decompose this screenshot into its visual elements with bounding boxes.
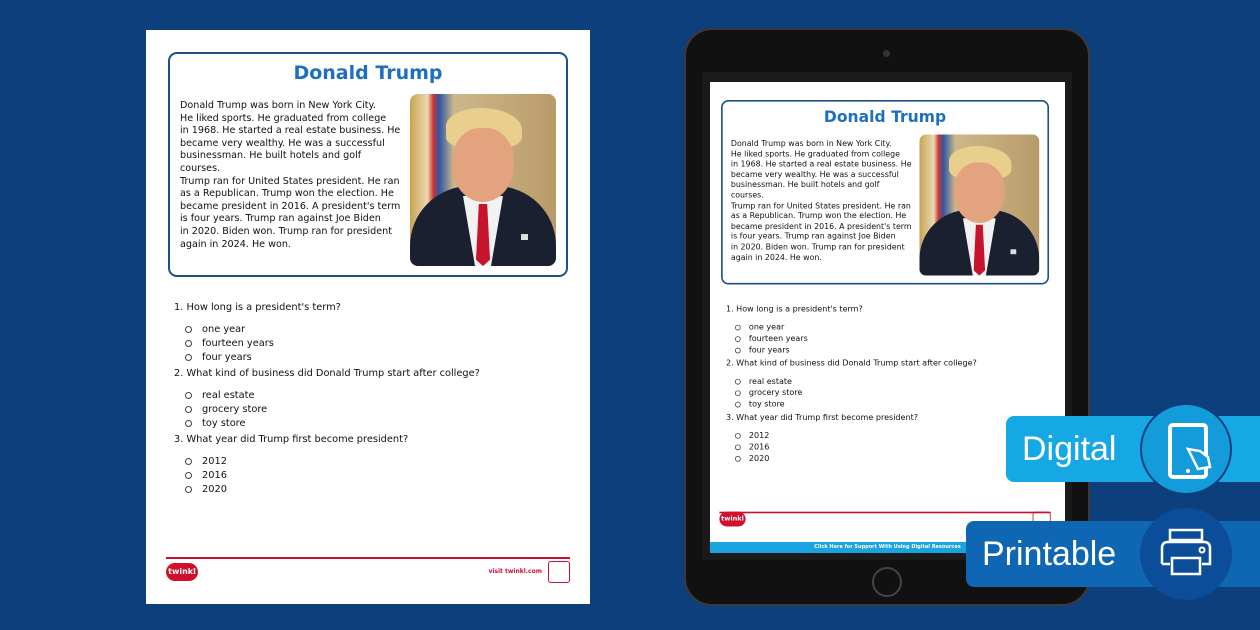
- camera-icon: [883, 50, 890, 57]
- option-label: one year: [202, 323, 246, 335]
- tablet-device: [684, 28, 1090, 606]
- radio-icon[interactable]: [735, 456, 741, 462]
- info-box: [721, 100, 1049, 284]
- answer-option[interactable]: [174, 482, 480, 496]
- answer-option[interactable]: [174, 322, 480, 336]
- question: 1. How long is a president's term?: [174, 302, 341, 313]
- worksheet-title: Donald Trump: [823, 108, 947, 127]
- bio-line: again in 2024. He won.: [730, 252, 822, 263]
- quality-seal-icon: [548, 561, 570, 583]
- bio-line: became very wealthy. He was a successful: [180, 137, 385, 149]
- option-label: 2020: [748, 453, 770, 463]
- bio-line: Trump ran for United States president. He ran: [730, 201, 911, 211]
- bio-line: He liked sports. He graduated from college: [180, 112, 387, 124]
- tablet-screen: [702, 72, 1072, 560]
- bio-line: Trump ran for United States president. He ran: [180, 175, 400, 187]
- bio-line: in 1968. He started a real estate business. He: [180, 125, 401, 137]
- question: 1. How long is a president's term?: [725, 305, 863, 315]
- bio-line: as a Republican. Trump won the election. He: [180, 188, 394, 200]
- option-label: 2012: [748, 430, 770, 440]
- bio-line: He liked sports. He graduated from college: [730, 149, 900, 159]
- answer-option[interactable]: [726, 387, 977, 398]
- tablet-touch-icon: [1140, 403, 1232, 495]
- bio-line: Donald Trump was born in New York City.: [180, 100, 376, 111]
- answer-option[interactable]: [726, 453, 977, 464]
- radio-icon[interactable]: [735, 401, 741, 407]
- option-label: 2020: [202, 483, 227, 495]
- option-label: four years: [202, 351, 252, 363]
- radio-icon[interactable]: [185, 392, 192, 399]
- radio-icon[interactable]: [735, 444, 741, 450]
- digital-badge: [1006, 416, 1260, 482]
- option-label: 2012: [202, 455, 227, 467]
- radio-icon[interactable]: [185, 420, 192, 427]
- twinkl-logo: twinkl: [719, 512, 745, 527]
- question: 3. What year did Trump first become president?: [725, 413, 918, 423]
- radio-icon[interactable]: [735, 433, 741, 439]
- portrait-photo: [919, 134, 1039, 275]
- info-box: [168, 52, 568, 277]
- question: 3. What year did Trump first become president?: [174, 434, 409, 445]
- answer-option[interactable]: [726, 441, 977, 452]
- answer-option[interactable]: [726, 399, 977, 410]
- radio-icon[interactable]: [185, 486, 192, 493]
- printable-label: Printable: [982, 534, 1117, 573]
- bio-line: is four years. Trump ran against Joe Biden: [180, 213, 381, 225]
- radio-icon[interactable]: [185, 354, 192, 361]
- printer-icon: [1140, 508, 1232, 600]
- bio-line: again in 2024. He won.: [180, 238, 291, 250]
- questions: [174, 302, 480, 500]
- printable-badge: [966, 521, 1260, 587]
- answer-option[interactable]: [174, 454, 480, 468]
- option-label: real estate: [202, 389, 255, 401]
- digital-worksheet-page: [710, 82, 1065, 553]
- radio-icon[interactable]: [185, 406, 192, 413]
- option-label: real estate: [748, 376, 792, 386]
- radio-icon[interactable]: [185, 340, 192, 347]
- bio-line: became president in 2016. A president's term: [730, 222, 912, 232]
- portrait-photo: [410, 94, 556, 266]
- option-label: 2016: [748, 442, 770, 452]
- option-label: fourteen years: [202, 337, 274, 349]
- biography-text: [731, 139, 913, 263]
- option-label: toy store: [748, 399, 785, 409]
- digital-label: Digital: [1022, 429, 1117, 468]
- radio-icon[interactable]: [735, 390, 741, 396]
- bio-line: in 1968. He started a real estate business. He: [730, 160, 912, 170]
- option-label: four years: [748, 345, 790, 355]
- answer-option[interactable]: [174, 350, 480, 364]
- bio-line: businessman. He built hotels and golf courses.: [180, 150, 362, 174]
- support-link[interactable]: Click Here for Support With Using Digital Resources: [710, 542, 1065, 553]
- bio-line: is four years. Trump ran against Joe Biden: [730, 232, 896, 242]
- digital-worksheet: [710, 82, 1065, 553]
- radio-icon[interactable]: [735, 336, 741, 342]
- bio-line: as a Republican. Trump won the election. He: [730, 211, 907, 221]
- footer-divider: [166, 557, 570, 559]
- printable-worksheet: [146, 30, 590, 604]
- answer-option[interactable]: [726, 376, 977, 387]
- questions: [726, 305, 977, 467]
- radio-icon[interactable]: [735, 378, 741, 384]
- worksheet-title: Donald Trump: [293, 62, 443, 84]
- question: 2. What kind of business did Donald Trump start after college?: [174, 368, 480, 379]
- answer-option[interactable]: [174, 468, 480, 482]
- biography-text: [180, 100, 402, 251]
- radio-icon[interactable]: [185, 326, 192, 333]
- option-label: 2016: [202, 469, 227, 481]
- answer-option[interactable]: [174, 416, 480, 430]
- option-label: fourteen years: [748, 334, 808, 344]
- option-label: grocery store: [202, 403, 268, 415]
- answer-option[interactable]: [726, 430, 977, 441]
- answer-option[interactable]: [726, 333, 977, 344]
- twinkl-logo: twinkl: [166, 563, 198, 581]
- bio-line: in 2020. Biden won. Trump ran for president: [180, 225, 392, 237]
- visit-link[interactable]: visit twinkl.com: [488, 568, 542, 575]
- home-button[interactable]: [872, 567, 902, 597]
- footer-divider: [719, 512, 1050, 514]
- bio-line: became very wealthy. He was a successful: [730, 170, 899, 180]
- answer-option[interactable]: [174, 388, 480, 402]
- radio-icon[interactable]: [185, 458, 192, 465]
- option-label: one year: [748, 322, 785, 332]
- answer-option[interactable]: [726, 344, 977, 355]
- bio-line: Donald Trump was born in New York City.: [730, 139, 892, 149]
- bio-line: became president in 2016. A president's term: [180, 200, 401, 212]
- answer-option[interactable]: [726, 321, 977, 332]
- radio-icon[interactable]: [735, 347, 741, 353]
- bio-line: in 2020. Biden won. Trump ran for president: [730, 242, 905, 252]
- answer-option[interactable]: [174, 402, 480, 416]
- bio-line: businessman. He built hotels and golf courses.: [730, 180, 880, 201]
- option-label: toy store: [202, 417, 246, 429]
- question: 2. What kind of business did Donald Trump start after college?: [725, 359, 977, 369]
- radio-icon[interactable]: [735, 324, 741, 330]
- radio-icon[interactable]: [185, 472, 192, 479]
- answer-option[interactable]: [174, 336, 480, 350]
- option-label: grocery store: [748, 388, 803, 398]
